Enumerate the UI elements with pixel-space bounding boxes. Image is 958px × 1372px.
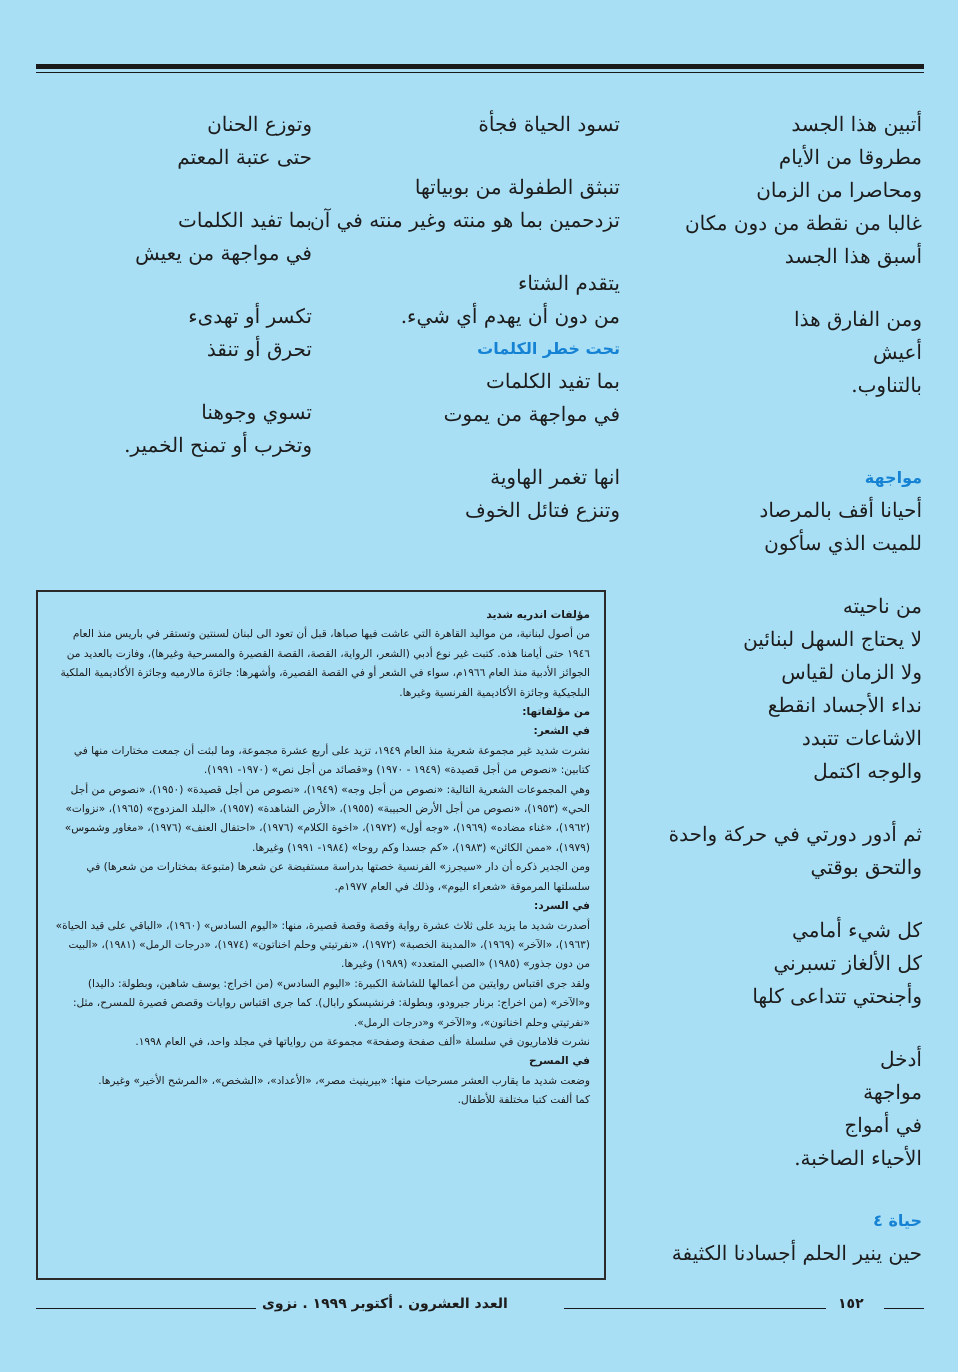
poem-column-left	[22, 108, 312, 462]
prose-film: ولقد جرى اقتباس روايتين من أعمالها للشاشة الكبيرة: «اليوم السادس» (من اخراج: يوسف شاهين، وبطولة: داليدا) و«الآخر» (من اخراج: برنار جيرودو، وبطولة: فرنشيسكو رابال). كما جرى اقتباس روايات وقصص قصيرة للمسرح، مثل: «نفرتيتي وحلم اخناتون»، و«الآخر» و«درجات الرمل».	[72, 977, 590, 1029]
prose-pub: نشرت فلاماريون في سلسلة «ألف صفحة وصفحة» مجموعة من رواياتها في مجلد واحد، في العام ١٩٩٨.	[135, 1035, 590, 1048]
poem-line: من ناحيته	[842, 594, 922, 618]
footer-rule-middle	[564, 1308, 826, 1309]
poetry-text: نشرت شديد غير مجموعة شعرية منذ العام ١٩٤٩، تزيد على أربع عشرة مجموعة، وما لبثت أن جمعت مختارات منها في كتابين: «نصوص من أجل قصيدة» (١٩٤٩ - ١٩٧٠) و«قصائد من أجل نص» (١٩٧٠- ١٩٩١).	[73, 744, 590, 777]
poem-line: ولا الزمان لقياس	[781, 660, 922, 684]
stanza-gap	[632, 1013, 922, 1043]
stanza-gap	[632, 560, 922, 590]
stanza-gap	[320, 141, 620, 171]
poem-line: تكسر أو تهدىء	[188, 304, 312, 328]
poem-line: تزدحمين بما هو منته وغير منته في آن	[310, 208, 620, 232]
stanza-gap	[320, 237, 620, 267]
poem-line: مطروقا من الأيام	[778, 145, 922, 169]
poem-line: وتوزع الحنان	[207, 112, 312, 136]
poem-line: تسود الحياة فجأة	[478, 112, 620, 136]
poem-line: بالتناوب.	[851, 373, 922, 397]
poem-line: ومن الفارق هذا	[794, 307, 922, 331]
works-heading: من مؤلفاتها:	[522, 706, 590, 719]
poem-line: حتى عتبة المعتم	[177, 145, 312, 169]
footer-rule-left	[36, 1308, 256, 1309]
poem-line: أحيانا أقف بالمرصاد	[759, 498, 922, 522]
section-heading: تحت خطر الكلمات	[477, 339, 620, 358]
poem-line: كل شيء أمامي	[792, 918, 922, 942]
poem-line: غالبا من نقطة من دون مكان	[684, 211, 922, 235]
poem-line: الاشاعات تتبدد	[801, 726, 922, 750]
poem-line: الأحياء الصاخبة.	[794, 1146, 922, 1170]
poetry-heading: في الشعر:	[533, 725, 590, 738]
stanza-gap	[632, 402, 922, 432]
top-rule-thin	[36, 72, 924, 73]
children-text: كما ألفت كتبا مختلفة للأطفال.	[457, 1094, 590, 1107]
theater-heading: في المسرح	[528, 1055, 590, 1068]
top-rule	[36, 64, 924, 69]
poem-line: أتبين هذا الجسد	[791, 112, 922, 136]
poem-line: كل الألغاز تسبرني	[773, 951, 922, 975]
poem-line: تنبثق الطفولة من بوبياتها	[414, 175, 620, 199]
poem-line: أعيش	[872, 340, 922, 364]
author-bio-box	[36, 590, 606, 1280]
stanza-gap	[320, 431, 620, 461]
poem-line: تسوي وجوهنا	[201, 400, 312, 424]
stanza-gap	[22, 270, 312, 300]
poem-line: بما تفيد الكلمات	[178, 208, 312, 232]
stanza-gap	[632, 273, 922, 303]
poem-line: ومحاصرا من الزمان	[756, 178, 922, 202]
poem-line: لا يحتاج السهل لبنائين	[743, 627, 922, 651]
bio-intro: من أصول لبنانية، من مواليد القاهرة التي عاشت فيها صباها، قبل أن تعود الى لبنان لسنتين وتستقر في باريس منذ العام ١٩٤٦ حتى أيامنا هذه. كتبت غير نوع أدبي (الشعر، الرواية، القصة، القصة القصيرة والمسرحية وغيرها)، وفازت بالعديد من الجوائز الأدبية منذ العام ١٩٦٦م، سواء في الشعر أو في القصة القصيرة، وأشهرها: جائزة مالارميه وجائزة الأكاديمية الملكية البلجيكية وجائزة الأكاديمية الفرنسية وغيرها.	[60, 628, 590, 699]
poem-line: نداء الأجساد انقطع	[767, 693, 922, 717]
stanza-gap	[22, 366, 312, 396]
section-heading: حياة ٤	[873, 1211, 922, 1230]
poem-line: بما تفيد الكلمات	[486, 369, 620, 393]
prose-heading: في السرد:	[534, 900, 590, 913]
stanza-gap	[632, 432, 922, 462]
poem-line: للميت الذي سأكون	[764, 531, 922, 555]
footer-issue: العدد العشرون . أكتوبر ١٩٩٩ . نزوى	[262, 1296, 508, 1312]
section-heading: مواجهة	[864, 468, 922, 487]
poem-line: وأجنحتي تتداعى كلها	[752, 984, 922, 1008]
poem-line: حين ينير الحلم أجسادنا الكثيفة	[671, 1241, 922, 1265]
footer-rule-right	[884, 1308, 924, 1309]
poem-line: وتنزع فتائل الخوف	[465, 498, 620, 522]
poem-line: تحرق أو تنقذ	[206, 337, 312, 361]
poem-column-right	[632, 108, 922, 1270]
poem-line: والتحق بوقتي	[810, 855, 922, 879]
poetry-new: ومن الجدير ذكره أن دار «سيجرز» الفرنسية خصتها بدراسة مستفيضة عن شعرها (متبوعة بمختارات من شعرها) في سلسلتها المرموقة «شعراء اليوم»، وذلك في العام ١٩٧٧م.	[86, 861, 590, 893]
poem-line: انها تغمر الهاوية	[490, 465, 620, 489]
poem-line: أدخل	[880, 1047, 922, 1071]
bio-title: مؤلفات اندريه شديد	[486, 609, 590, 621]
poem-line: أسبق هذا الجسد	[784, 244, 922, 268]
stanza-gap	[632, 788, 922, 818]
poem-line: وتخرب أو تمنح الخمير.	[124, 433, 312, 457]
poem-column-middle	[310, 108, 620, 527]
poem-line: ثم أدور دورتي في حركة واحدة	[668, 822, 922, 846]
poem-line: مواجهة	[863, 1080, 922, 1104]
stanza-gap	[22, 174, 312, 204]
poem-line: في مواجهة من يموت	[443, 402, 620, 426]
poem-line: والوجه اكتمل	[813, 759, 922, 783]
prose-text: أصدرت شديد ما يزيد على ثلاث عشرة رواية وقصة وقصة قصيرة، منها: «اليوم السادس» (١٩٦٠)، «الباقي على قيد الحياة» (١٩٦٣)، «الآخر» (١٩٦٩)، «المدينة الخصبة» (١٩٧٢)، «نفرتيتي وحلم اخناتون» (١٩٧٤)، «درجات الرمل» (١٩٨١)، «البيت من دون جذور» (١٩٨٥) «الصبي المتعدد» (١٩٨٩) وغيرها.	[55, 919, 590, 971]
theater-text: وضعت شديد ما يقارب العشر مسرحيات منها: «بيرينيث مصر»، «الأعداد»، «الشخص»، «المرشح الأخير» وغيرها.	[98, 1074, 590, 1087]
stanza-gap	[632, 1175, 922, 1205]
poem-line: في أمواج	[844, 1113, 922, 1137]
poetry-collections: وهي المجموعات الشعرية التالية: «نصوص من أجل وجه» (١٩٤٩)، «نصوص من أجل قصيدة» (١٩٥٠)، «نصوص من أجل الحي» (١٩٥٣)، «نصوص من أجل الأرض الحبيبة» (١٩٥٥)، «الأرض الشاهدة» (١٩٥٧)، «البلد المزدوج» (١٩٦٥)، «نزوات» (١٩٦٢)، «غناء مضاده» (١٩٦٩)، «وجه أول» (١٩٧٢)، «اخوة الكلام» (١٩٧٦)، «احتفال العنف» (١٩٧٦)، «مغاور وشموس» (١٩٧٩)، «ممن الكائن» (١٩٨٣)، «كم جسدا وكم روحا» (١٩٨٤- ١٩٩١) وغيرها.	[64, 783, 590, 854]
poem-line: في مواجهة من يعيش	[135, 241, 312, 265]
poem-line: من دون أن يهدم أي شيء.	[400, 304, 620, 328]
page-number: ١٥٢	[838, 1296, 864, 1312]
stanza-gap	[632, 884, 922, 914]
poem-line: يتقدم الشتاء	[518, 271, 620, 295]
